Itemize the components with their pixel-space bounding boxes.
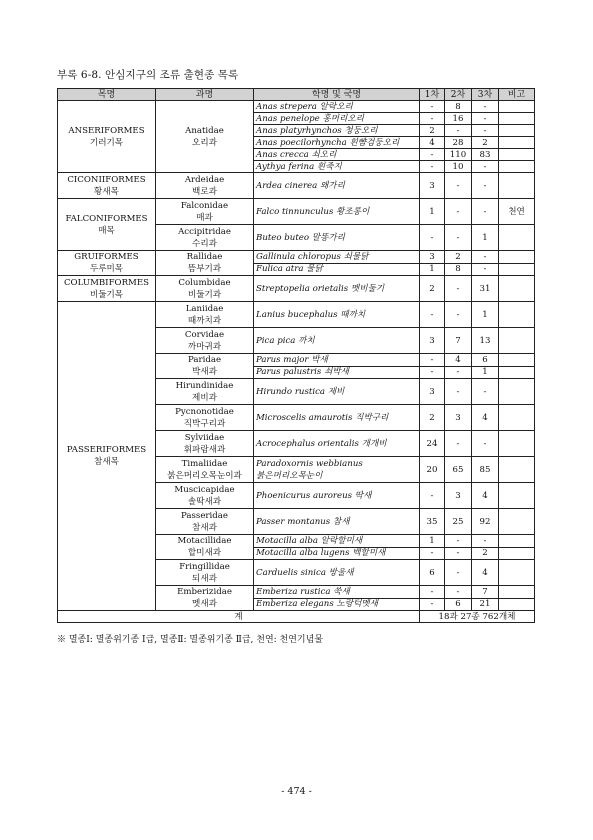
table-row xyxy=(58,101,535,113)
family-name-ko: 직박구리과 xyxy=(183,418,226,429)
count-survey-1: - xyxy=(420,149,445,161)
count-survey-2: - xyxy=(445,125,472,137)
species-cell: Acrocephalus orientalis 개개비 xyxy=(254,431,420,457)
remarks-cell xyxy=(499,457,535,483)
species-cell: Parus palustris 쇠박새 xyxy=(254,366,420,379)
count-survey-2: - xyxy=(445,199,472,225)
count-survey-2: 25 xyxy=(445,509,472,535)
family-name-en: Timaliidae xyxy=(181,458,228,469)
order-name-en: GRUIFORMES xyxy=(74,252,139,262)
family-cell xyxy=(156,302,254,328)
count-survey-3: - xyxy=(472,379,499,405)
total-value: 18과 27종 762개체 xyxy=(420,611,535,623)
remarks-cell: 천연 xyxy=(499,199,535,225)
family-cell xyxy=(156,225,254,251)
count-survey-1: - xyxy=(420,113,445,125)
count-survey-2: - xyxy=(445,366,472,379)
order-cell xyxy=(58,199,156,251)
order-cell xyxy=(58,173,156,199)
remarks-cell xyxy=(499,560,535,586)
species-name-korean: 붉은머리오목눈이 xyxy=(256,470,323,481)
count-survey-3: - xyxy=(472,251,499,264)
count-survey-2: - xyxy=(445,173,472,199)
species-cell: Carduelis sinica 방울새 xyxy=(254,560,420,586)
family-name-ko: 솔딱새과 xyxy=(187,496,222,507)
family-name-en: Motacillidae xyxy=(177,536,232,546)
count-survey-1: 20 xyxy=(420,457,445,483)
species-cell: Anas platyrhynchos 청둥오리 xyxy=(254,125,420,137)
order-name-ko: 참새목 xyxy=(94,457,119,467)
remarks-cell xyxy=(499,366,535,379)
count-survey-3: 6 xyxy=(472,354,499,367)
family-cell xyxy=(156,586,254,611)
header-remarks: 비고 xyxy=(499,89,535,101)
family-name-en: Laniidae xyxy=(185,303,224,314)
remarks-cell xyxy=(499,113,535,125)
count-survey-3: 83 xyxy=(472,149,499,161)
species-cell: Lanius bucephalus 때까치 xyxy=(254,302,420,328)
remarks-cell xyxy=(499,251,535,264)
count-survey-2: - xyxy=(445,379,472,405)
count-survey-1: 1 xyxy=(420,263,445,276)
species-cell: Streptopelia orietalis 멧비둘기 xyxy=(254,276,420,302)
family-name-en: Muscicapidae xyxy=(174,484,235,495)
count-survey-1: - xyxy=(420,586,445,599)
table-row xyxy=(58,302,535,328)
family-name-ko: 제비과 xyxy=(192,392,217,403)
count-survey-3: 2 xyxy=(472,137,499,149)
order-name-en: CICONIIFORMES xyxy=(67,174,146,185)
count-survey-3: - xyxy=(472,431,499,457)
count-survey-3: 4 xyxy=(472,405,499,431)
family-name-en: Pycnonotidae xyxy=(175,406,234,417)
order-name-en: PASSERIFORMES xyxy=(66,445,147,455)
order-cell xyxy=(58,302,156,611)
header-order: 목명 xyxy=(58,89,156,101)
remarks-cell xyxy=(499,101,535,113)
count-survey-3: 4 xyxy=(472,560,499,586)
count-survey-2: - xyxy=(445,302,472,328)
remarks-cell xyxy=(499,586,535,599)
remarks-cell xyxy=(499,535,535,548)
family-cell xyxy=(156,199,254,225)
family-name-ko: 매과 xyxy=(196,212,213,223)
count-survey-1: - xyxy=(420,302,445,328)
remarks-cell xyxy=(499,149,535,161)
count-survey-1: 1 xyxy=(420,535,445,548)
count-survey-3: 92 xyxy=(472,509,499,535)
family-name-en: Accipitridae xyxy=(178,226,231,237)
count-survey-2: 28 xyxy=(445,137,472,149)
total-row xyxy=(58,611,535,623)
order-name-ko: 비둘기목 xyxy=(89,289,124,300)
family-name-en: Emberizidae xyxy=(177,587,232,597)
family-name-ko: 때까치과 xyxy=(187,315,222,326)
count-survey-2: 7 xyxy=(445,328,472,354)
remarks-cell xyxy=(499,509,535,535)
count-survey-2: 3 xyxy=(445,483,472,509)
family-name-en: Falconidae xyxy=(180,200,229,211)
species-cell: Emberiza rustica 쑥새 xyxy=(254,586,420,599)
remarks-cell xyxy=(499,137,535,149)
remarks-cell xyxy=(499,405,535,431)
family-name-ko: 할미새과 xyxy=(187,548,222,558)
family-cell xyxy=(156,509,254,535)
order-name-en: FALCONIFORMES xyxy=(65,213,148,224)
count-survey-3: - xyxy=(472,125,499,137)
count-survey-1: 35 xyxy=(420,509,445,535)
count-survey-2: 3 xyxy=(445,405,472,431)
count-survey-2: 6 xyxy=(445,598,472,611)
count-survey-3: - xyxy=(472,535,499,548)
count-survey-1: 3 xyxy=(420,328,445,354)
remarks-cell xyxy=(499,328,535,354)
family-cell xyxy=(156,251,254,276)
order-name-en: COLUMBIFORMES xyxy=(63,277,150,288)
count-survey-2: 16 xyxy=(445,113,472,125)
count-survey-2: - xyxy=(445,560,472,586)
family-name-en: Corvidae xyxy=(184,329,225,340)
remarks-cell xyxy=(499,547,535,560)
family-name-ko: 백로과 xyxy=(192,186,217,197)
remarks-cell xyxy=(499,354,535,367)
family-name-en: Hirundinidae xyxy=(175,380,234,391)
species-cell: Motacilla alba lugens 백할미새 xyxy=(254,547,420,560)
count-survey-1: 1 xyxy=(420,199,445,225)
species-cell xyxy=(254,457,420,483)
family-cell xyxy=(156,457,254,483)
family-name-ko: 박새과 xyxy=(192,367,217,377)
species-cell: Buteo buteo 말똥가리 xyxy=(254,225,420,251)
family-cell xyxy=(156,405,254,431)
count-survey-3: 1 xyxy=(472,366,499,379)
table-row xyxy=(58,251,535,264)
family-name-ko: 멧새과 xyxy=(192,599,217,609)
count-survey-1: 2 xyxy=(420,125,445,137)
order-name-ko: 기러기목 xyxy=(89,137,124,148)
count-survey-1: 3 xyxy=(420,251,445,264)
family-name-en: Passeridae xyxy=(181,510,228,521)
species-cell: Anas penelope 홍머리오리 xyxy=(254,113,420,125)
order-name-ko: 두루미목 xyxy=(89,264,124,274)
family-name-en: Columbidae xyxy=(178,277,231,288)
species-cell: Anas strepera 알락오리 xyxy=(254,101,420,113)
table-header-row xyxy=(58,89,535,101)
family-cell xyxy=(156,354,254,379)
species-cell: Phoenicurus auroreus 딱새 xyxy=(254,483,420,509)
family-name-en: Anatidae xyxy=(185,125,224,136)
species-name-scientific: Paradoxornis webbianus xyxy=(256,458,363,469)
remarks-cell xyxy=(499,302,535,328)
count-survey-3: - xyxy=(472,199,499,225)
count-survey-2: 2 xyxy=(445,251,472,264)
species-cell: Anas poecilorhyncha 흰뺨검둥오리 xyxy=(254,137,420,149)
species-cell: Hirundo rustica 제비 xyxy=(254,379,420,405)
family-name-en: Rallidae xyxy=(186,252,223,262)
count-survey-3: - xyxy=(472,173,499,199)
count-survey-2: 65 xyxy=(445,457,472,483)
header-family: 과명 xyxy=(156,89,254,101)
count-survey-3: 31 xyxy=(472,276,499,302)
family-name-ko: 뜸부기과 xyxy=(187,264,222,274)
count-survey-2: - xyxy=(445,535,472,548)
count-survey-1: 3 xyxy=(420,379,445,405)
family-name-ko: 수리과 xyxy=(192,238,217,249)
count-survey-3: 21 xyxy=(472,598,499,611)
family-name-en: Paridae xyxy=(187,355,222,365)
family-name-ko: 휘파람새과 xyxy=(183,444,226,455)
species-cell: Pica pica 까치 xyxy=(254,328,420,354)
species-cell: Parus major 박새 xyxy=(254,354,420,367)
family-name-en: Ardeidae xyxy=(184,174,225,185)
total-label: 계 xyxy=(58,611,420,623)
count-survey-1: - xyxy=(420,161,445,173)
remarks-cell xyxy=(499,125,535,137)
count-survey-1: 2 xyxy=(420,405,445,431)
count-survey-3: - xyxy=(472,113,499,125)
count-survey-3: 7 xyxy=(472,586,499,599)
order-cell xyxy=(58,276,156,302)
remarks-cell xyxy=(499,598,535,611)
species-cell: Fulica atra 물닭 xyxy=(254,263,420,276)
page-number: - 474 - xyxy=(281,786,312,797)
count-survey-1: 2 xyxy=(420,276,445,302)
count-survey-2: 8 xyxy=(445,101,472,113)
remarks-cell xyxy=(499,263,535,276)
count-survey-3: - xyxy=(472,161,499,173)
family-cell xyxy=(156,101,254,173)
count-survey-1: - xyxy=(420,225,445,251)
family-name-ko: 비둘기과 xyxy=(187,289,222,300)
family-name-ko: 참새과 xyxy=(192,522,217,533)
order-name-en: ANSERIFORMES xyxy=(68,125,145,136)
count-survey-3: - xyxy=(472,101,499,113)
species-cell: Ardea cinerea 왜가리 xyxy=(254,173,420,199)
family-name-en: Fringillidae xyxy=(179,561,230,572)
header-survey-2: 2차 xyxy=(445,89,472,101)
order-cell xyxy=(58,101,156,173)
species-cell: Microscelis amaurotis 직박구리 xyxy=(254,405,420,431)
remarks-cell xyxy=(499,379,535,405)
family-name-ko: 붉은머리오목눈이과 xyxy=(167,470,242,481)
family-name-ko: 되새과 xyxy=(192,573,217,584)
count-survey-2: 110 xyxy=(445,149,472,161)
table-row xyxy=(58,276,535,302)
count-survey-3: 1 xyxy=(472,225,499,251)
count-survey-1: 3 xyxy=(420,173,445,199)
family-name-ko: 까마귀과 xyxy=(187,341,222,352)
family-cell xyxy=(156,379,254,405)
species-cell: Passer montanus 참새 xyxy=(254,509,420,535)
count-survey-1: - xyxy=(420,598,445,611)
count-survey-2: 4 xyxy=(445,354,472,367)
family-name-ko: 오리과 xyxy=(192,137,217,148)
count-survey-2: - xyxy=(445,547,472,560)
count-survey-1: - xyxy=(420,366,445,379)
count-survey-1: - xyxy=(420,354,445,367)
count-survey-2: - xyxy=(445,431,472,457)
header-species: 학명 및 국명 xyxy=(254,89,420,101)
remarks-cell xyxy=(499,161,535,173)
count-survey-1: 6 xyxy=(420,560,445,586)
species-cell: Motacilla alba 알락할미새 xyxy=(254,535,420,548)
family-cell xyxy=(156,483,254,509)
count-survey-3: 85 xyxy=(472,457,499,483)
count-survey-1: - xyxy=(420,547,445,560)
remarks-cell xyxy=(499,276,535,302)
count-survey-3: 1 xyxy=(472,302,499,328)
family-cell xyxy=(156,276,254,302)
count-survey-2: 8 xyxy=(445,263,472,276)
family-cell xyxy=(156,560,254,586)
count-survey-2: - xyxy=(445,276,472,302)
order-name-ko: 황새목 xyxy=(94,186,119,197)
family-cell xyxy=(156,431,254,457)
count-survey-3: 4 xyxy=(472,483,499,509)
family-name-en: Sylviidae xyxy=(184,432,225,443)
species-cell: Emberiza elegans 노랑턱멧새 xyxy=(254,598,420,611)
count-survey-1: - xyxy=(420,483,445,509)
family-cell xyxy=(156,328,254,354)
count-survey-2: - xyxy=(445,225,472,251)
count-survey-1: - xyxy=(420,101,445,113)
count-survey-1: 4 xyxy=(420,137,445,149)
count-survey-1: 24 xyxy=(420,431,445,457)
count-survey-3: 2 xyxy=(472,547,499,560)
footnote: ※ 멸종Ⅰ: 멸종위기종 Ⅰ급, 멸종Ⅱ: 멸종위기종 Ⅱ급, 천연: 천연기념물 xyxy=(57,635,324,645)
family-cell xyxy=(156,173,254,199)
bird-species-table xyxy=(57,88,535,623)
count-survey-3: - xyxy=(472,263,499,276)
order-name-ko: 매목 xyxy=(98,225,115,236)
remarks-cell xyxy=(499,431,535,457)
order-cell xyxy=(58,251,156,276)
count-survey-3: 13 xyxy=(472,328,499,354)
header-survey-1: 1차 xyxy=(420,89,445,101)
table-row xyxy=(58,173,535,199)
header-survey-3: 3차 xyxy=(472,89,499,101)
species-cell: Anas crecca 쇠오리 xyxy=(254,149,420,161)
family-cell xyxy=(156,535,254,560)
species-cell: Falco tinnunculus 황조롱이 xyxy=(254,199,420,225)
count-survey-2: - xyxy=(445,586,472,599)
species-cell: Gallinula chloropus 쇠물닭 xyxy=(254,251,420,264)
remarks-cell xyxy=(499,225,535,251)
table-row xyxy=(58,199,535,225)
appendix-title: 부록 6-8. 안심지구의 조류 출현종 목록 xyxy=(57,69,239,81)
species-cell: Aythya ferina 흰죽지 xyxy=(254,161,420,173)
remarks-cell xyxy=(499,483,535,509)
count-survey-2: 10 xyxy=(445,161,472,173)
remarks-cell xyxy=(499,173,535,199)
